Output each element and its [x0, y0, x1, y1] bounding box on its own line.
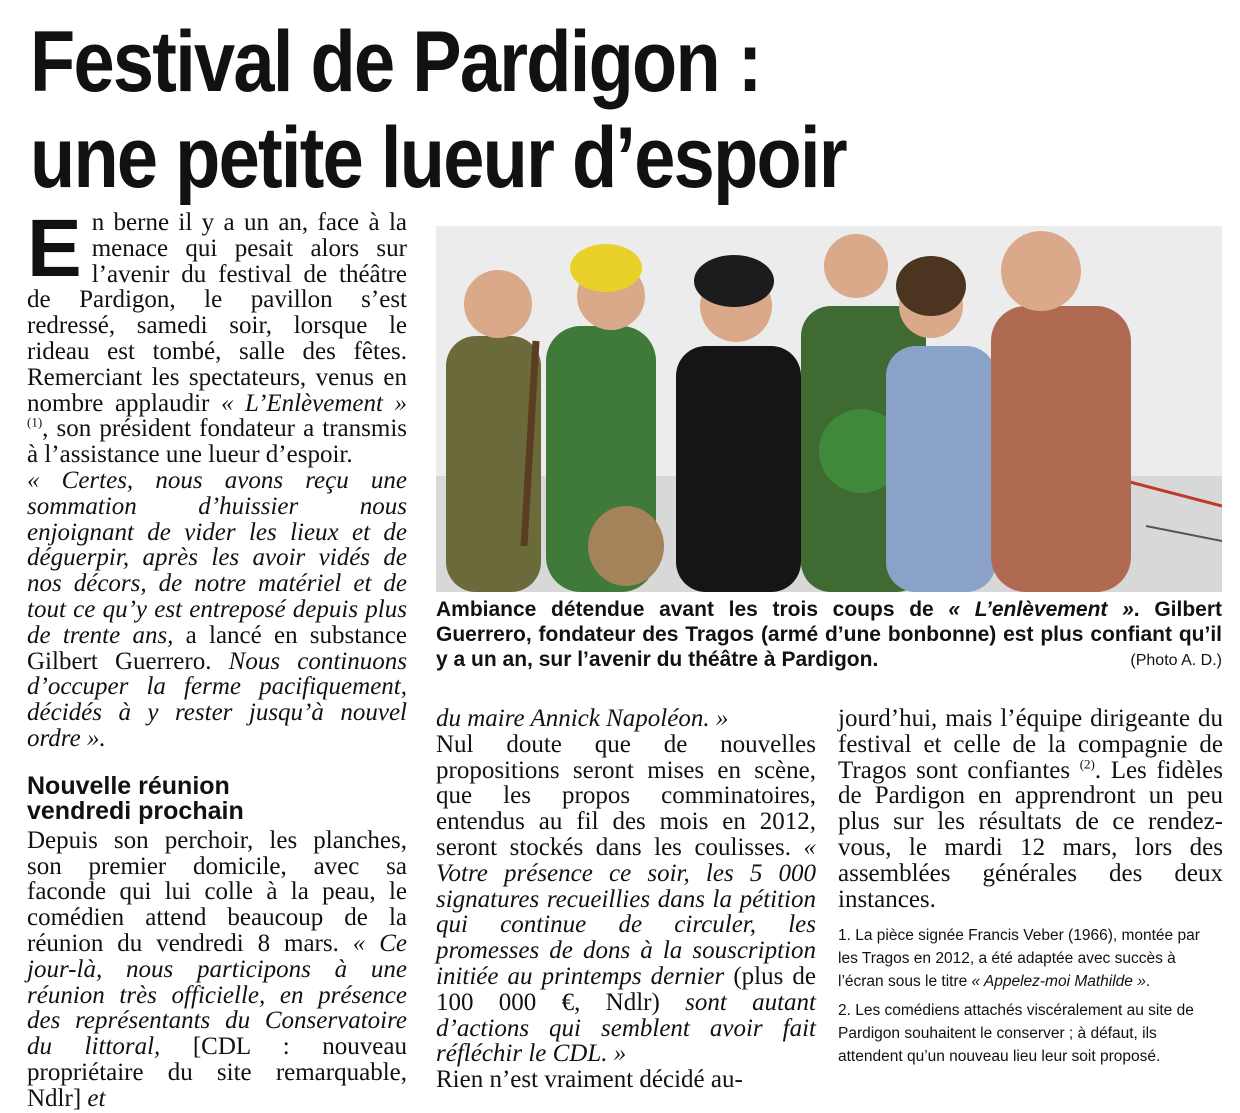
footnote-1-text: 1. La pièce signée Francis Veber (1966), montée par les Tragos en 2012, a été adaptée avec succès à l’écran sous le titre [838, 927, 1200, 991]
bracket-note: [CDL : nouveau propriétaire du site remarquable, Ndlr] [27, 1033, 407, 1112]
para3-text: Nul doute que de nouvelles propositions seront mises en scène, que les propos comminatoires, entendus au fil des mois en 2012, seront stockés dans les coulisses. [436, 730, 816, 861]
subheading [27, 771, 407, 825]
intro-paragraph [27, 203, 407, 469]
photo-caption [436, 597, 1222, 672]
quote-et: et [87, 1084, 106, 1112]
play-title: « L’Enlèvement » [220, 389, 407, 417]
quote-b: sont autant d’actions qui semblent avoir fait réfléchir le CDL. » [436, 988, 816, 1068]
drop-cap: E [27, 203, 82, 294]
subheading-line-2: vendredi prochain [27, 796, 244, 825]
article-column-1 [27, 203, 407, 1112]
quote-cont: du maire Annick Napoléon. » [436, 705, 729, 732]
headline [30, 14, 1053, 206]
headline-line-2: une petite lueur d’espoir [30, 110, 846, 206]
quote-1: « Certes, nous avons reçu une sommation d’huissier nous enjoignant de vider les lieux et de déguerpir, après les avoir vidés de nos décors, de notre matériel et de tout ce qu’y est entreposé depuis plus de trente ans, [27, 466, 407, 649]
footnote-ref-1: (1) [27, 415, 43, 431]
article-column-2 [436, 706, 816, 1093]
third-paragraph [436, 732, 816, 1067]
subheading-line-1: Nouvelle réunion [27, 771, 230, 800]
quote-2: Nous continuons d’occuper la ferme pacifiquement, décidés à y rester jusqu’à nouvel ordre ». [27, 647, 407, 752]
footnotes [838, 924, 1223, 1068]
headline-line-1: Festival de Pardigon : [30, 14, 761, 110]
footnote-1-title: « Appelez-moi Mathilde » [971, 973, 1146, 991]
caption-title: « L’enlèvement » [948, 598, 1134, 621]
actors-photo-illustration [436, 226, 1222, 592]
para4-end: . Les fidèles de Pardigon en apprendront un peu plus sur les résultats de ce rendez-vous, le mardi 12 mars, lors des assemblées générales des deux instances. [838, 756, 1223, 913]
fourth-paragraph-start: Rien n’est vraiment décidé au- [436, 1066, 743, 1094]
caption-text-a: Ambiance détendue avant les trois coups de [436, 598, 949, 621]
quote-3: « Ce jour-là, nous participons à une réunion très officielle, en présence des représentants du Conservatoire du littoral, [27, 929, 407, 1061]
footnote-1-end: . [1145, 973, 1151, 991]
article-column-3 [838, 706, 1223, 1074]
paren-note: (plus de 100 000 €, Ndlr) [436, 962, 816, 1016]
quote-continuation [436, 706, 816, 732]
footnote-1 [838, 924, 1223, 993]
footnote-2: 2. Les comédiens attachés viscéralement au site de Pardigon souhaitent le conserver ; à défaut, ils attendent qu’un nouveau lieu leur soit proposé. [838, 1002, 1194, 1066]
caption-text-b: . Gilbert Guerrero, fondateur des Tragos (armé d’une bonbonne) est plus confiant qu’il y a un an, sur l’avenir du théâtre à Pardigon. [436, 598, 1222, 671]
photo-credit: (Photo A. D.) [1130, 652, 1222, 669]
intro-end: , son président fondateur a transmis à l’assistance une lueur d’espoir. [27, 415, 407, 469]
quote-a: « Votre présence ce soir, les 5 000 signatures recueillies dans la pétition qui continue de circuler, les promesses de dons à la souscription initiée au printemps dernier [436, 833, 816, 990]
second-paragraph [27, 828, 407, 1112]
footnote-ref-2: (2) [1079, 756, 1095, 772]
attribution: a lancé en substance Gilbert Guerrero. [27, 621, 407, 675]
fourth-paragraph-end [838, 706, 1223, 912]
intro-text: n berne il y a un an, face à la menace qui pesait alors sur l’avenir du festival de théâtre de Pardigon, le pavillon s’est redressé, samedi soir, lorsque le rideau est tombé, salle des fêtes. Remerciant les spectateurs, venus en nombre applaudir [27, 209, 407, 417]
para2-text: Depuis son perchoir, les planches, son premier domicile, avec sa faconde qui lui colle à la peau, le comédien attend beaucoup de la réunion du vendredi 8 mars. [27, 826, 407, 957]
article-photo [436, 226, 1222, 592]
quote-paragraph [27, 468, 407, 752]
para4-text: jourd’hui, mais l’équipe dirigeante du festival et celle de la compagnie de Tragos sont confiantes [838, 705, 1223, 784]
